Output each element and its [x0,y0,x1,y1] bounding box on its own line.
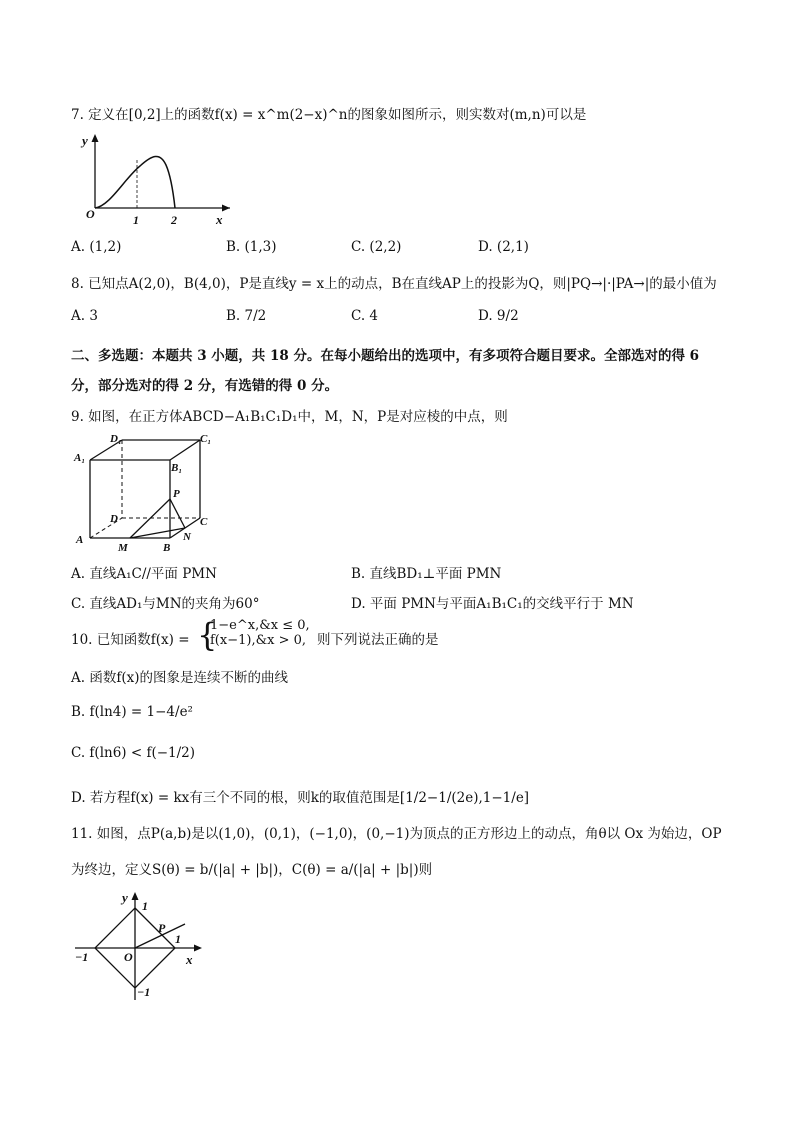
q7-tick-2: 2 [171,213,177,227]
q10-option-c[interactable]: C. f(ln6) < f(−1/2) [71,745,196,761]
q10-stem-prefix: 10. 已知函数f(x) = [71,632,190,648]
q7-origin-label: O [86,207,95,221]
q7-x-label: x [216,212,223,227]
q9-option-a[interactable]: A. 直线A₁C//平面 PMN [71,566,217,582]
q11-line2: 为终边，定义S(θ) = b/(|a| + |b|)，C(θ) = a/(|a| + |b|)则 [71,862,433,878]
q8-stem: 8. 已知点A(2,0)，B(4,0)，P是直线y = x上的动点，B在直线AP上的投影为Q，则|PQ→|·|PA→|的最小值为 [71,276,717,292]
q8-option-c[interactable]: C. 4 [351,308,379,324]
q9-label-m: M [118,542,128,554]
q9-option-c[interactable]: C. 直线AD₁与MN的夹角为60° [71,596,260,612]
q10-case-1: 1−e^x,&x ≤ 0, [210,618,310,633]
q9-stem: 9. 如图，在正方体ABCD−A₁B₁C₁D₁中，M，N，P是对应棱的中点，则 [71,409,508,425]
q9-label-d1: D₁ [110,433,122,445]
q7-stem: 7. 定义在[0,2]上的函数f(x) = x^m(2−x)^n的图象如图所示，则实数对(m,n)可以是 [71,107,587,123]
q11-origin-label: O [124,950,133,964]
q11-label-neg1-left: −1 [75,950,89,964]
q9-label-c1: C₁ [200,433,212,445]
q10-option-a[interactable]: A. 函数f(x)的图象是连续不断的曲线 [71,670,288,686]
q7-y-label: y [82,133,88,148]
q7-tick-1: 1 [133,213,139,227]
q10-brace: { [197,616,218,654]
q8-option-a[interactable]: A. 3 [71,308,98,324]
q7-curve [95,156,175,208]
q7-option-c[interactable]: C. (2,2) [351,239,402,255]
q10-stem-suffix: 则下列说法正确的是 [317,632,439,648]
q9-label-a1: A₁ [74,452,86,464]
q11-label-1-top: 1 [142,899,148,913]
q11-y-label: y [122,890,128,905]
q11-label-1-right: 1 [175,932,181,946]
q8-option-d[interactable]: D. 9/2 [478,308,519,324]
q10-case-2: f(x−1),&x > 0, [210,633,307,648]
q9-cube-figure [70,430,230,555]
q11-graph [70,888,210,1008]
q9-label-d: D [110,513,118,525]
q11-label-p: P [158,921,166,935]
section2-line2: 分，部分选对的得 2 分，有选错的得 0 分。 [71,378,339,394]
q7-option-a[interactable]: A. (1,2) [71,239,122,255]
q9-label-b1: B₁ [171,462,183,474]
q9-label-p: P [173,488,180,500]
q11-line1: 11. 如图，点P(a,b)是以(1,0)，(0,1)，(−1,0)，(0,−1)为顶点的正方形边上的动点，角θ以 Ox 为始边，OP [71,826,722,842]
q9-label-a: A [76,534,84,546]
q7-option-b[interactable]: B. (1,3) [226,239,277,255]
q10-option-d[interactable]: D. 若方程f(x) = kx有三个不同的根，则k的取值范围是[1/2−1/(2e),1−1/e] [71,790,530,806]
q7-graph [70,130,240,230]
q9-label-n: N [183,531,191,543]
q9-label-b: B [163,542,171,554]
q9-label-c: C [200,516,208,528]
q11-label-neg1-bottom: −1 [137,985,151,999]
q8-option-b[interactable]: B. 7/2 [226,308,267,324]
q7-option-d[interactable]: D. (2,1) [478,239,529,255]
q11-x-label: x [186,952,193,967]
q9-option-b[interactable]: B. 直线BD₁⊥平面 PMN [351,566,502,582]
section2-line1: 二、多选题：本题共 3 小题，共 18 分。在每小题给出的选项中，有多项符合题目要求。全部选对的得 6 [71,348,700,364]
q10-option-b[interactable]: B. f(ln4) = 1−4/e² [71,704,193,720]
q9-option-d[interactable]: D. 平面 PMN与平面A₁B₁C₁的交线平行于 MN [351,596,634,612]
